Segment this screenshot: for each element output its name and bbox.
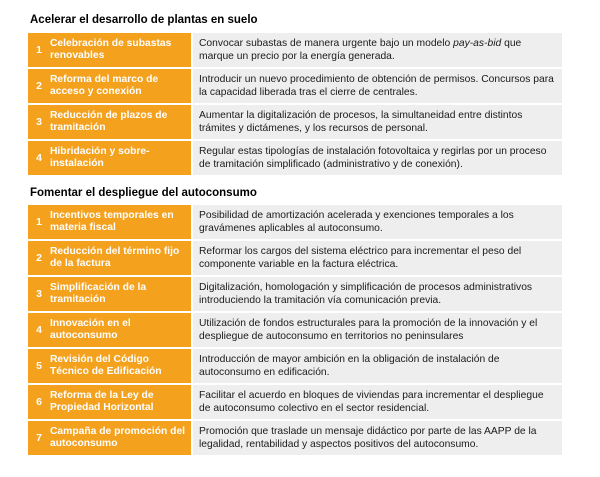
measure-description-cell xyxy=(193,205,562,239)
measure-number: 1 xyxy=(36,216,42,228)
measure-heading-cell xyxy=(28,313,191,347)
measure-description-text-end: que marque un precio por la energía generada. xyxy=(199,38,522,62)
measure-heading-cell xyxy=(28,105,191,139)
section-title-ground-plants: Acelerar el desarrollo de plantas en suelo xyxy=(30,14,258,26)
measure-description-text: Digitalización, homologación y simplificación de procesos administrativos introduciendo la tramitación vía comunicación previa. xyxy=(199,282,533,306)
measure-heading-cell xyxy=(28,349,191,383)
measure-number: 5 xyxy=(36,360,42,372)
measure-heading-cell xyxy=(28,421,191,455)
measure-description xyxy=(199,109,556,135)
measure-number: 2 xyxy=(36,80,42,92)
measure-title: Celebración de subastas renovables xyxy=(50,38,172,61)
measure-title: Hibridación y sobre-instalación xyxy=(50,146,150,169)
measure-heading-cell xyxy=(28,241,191,275)
measure-description-text: Facilitar el acuerdo en bloques de viviendas para incrementar el despliegue de autoconsumo colectivo en el sector residencial. xyxy=(199,390,544,414)
measure-number: 3 xyxy=(36,116,42,128)
measure-number: 7 xyxy=(36,432,42,444)
measure-description xyxy=(199,245,556,271)
measure-heading-cell xyxy=(28,277,191,311)
measure-row xyxy=(28,421,562,455)
measure-description-italic: pay-as-bid xyxy=(453,38,502,49)
measure-title: Reducción del término fijo de la factura xyxy=(50,246,180,269)
measure-description-text: Introducción de mayor ambición en la obligación de instalación de autoconsumo en edificación. xyxy=(199,354,500,378)
measure-heading-cell xyxy=(28,141,191,175)
measure-row xyxy=(28,105,562,139)
measure-description-text: Aumentar la digitalización de procesos, la simultaneidad entre distintos trámites y dictámenes, y los recursos de personal. xyxy=(199,110,523,134)
section-title-self-consumption: Fomentar el despliegue del autoconsumo xyxy=(30,187,257,199)
measure-number: 2 xyxy=(36,252,42,264)
measure-row xyxy=(28,385,562,419)
measure-row xyxy=(28,349,562,383)
measure-heading-cell xyxy=(28,205,191,239)
measure-description xyxy=(199,209,556,235)
measure-title: Innovación en el autoconsumo xyxy=(50,318,131,341)
section-ground-plants-list xyxy=(28,33,562,177)
measure-row xyxy=(28,33,562,67)
measure-number: 6 xyxy=(36,396,42,408)
measure-description-cell xyxy=(193,313,562,347)
measure-description-cell xyxy=(193,105,562,139)
measure-description-cell xyxy=(193,241,562,275)
measure-row xyxy=(28,241,562,275)
measure-row xyxy=(28,69,562,103)
measure-description xyxy=(199,281,556,307)
measure-row xyxy=(28,205,562,239)
measure-title: Reforma de la Ley de Propiedad Horizontal xyxy=(50,390,154,413)
measure-title: Reducción de plazos de tramitación xyxy=(50,110,168,133)
measure-description-cell xyxy=(193,421,562,455)
measure-description xyxy=(199,389,556,415)
measure-description-text: Convocar subastas de manera urgente bajo un modelo xyxy=(199,38,454,49)
measure-description-text: Posibilidad de amortización acelerada y exenciones temporales a los gravámenes aplicables al autoconsumo. xyxy=(199,210,514,234)
measure-description-text: Regular estas tipologías de instalación fotovoltaica y regirlas por un proceso de tramitación simplificado (administrativo y de conexión). xyxy=(199,146,547,170)
measure-description-text: Introducir un nuevo procedimiento de obtención de permisos. Concursos para la capacidad liberada tras el cierre de centrales. xyxy=(199,74,554,98)
measure-heading-cell xyxy=(28,33,191,67)
measure-number: 3 xyxy=(36,288,42,300)
measure-title: Reforma del marco de acceso y conexión xyxy=(50,74,159,97)
measure-title: Campaña de promoción del autoconsumo xyxy=(50,426,186,449)
measure-number: 1 xyxy=(36,44,42,56)
measure-description xyxy=(199,425,556,451)
measure-number: 4 xyxy=(36,152,42,164)
measure-description-cell xyxy=(193,141,562,175)
measure-heading-cell xyxy=(28,385,191,419)
measure-description xyxy=(199,317,556,343)
measure-description xyxy=(199,145,556,171)
measure-description-text: Promoción que traslade un mensaje didáctico por parte de las AAPP de la legalidad, rentabilidad y aspectos positivos del autoconsumo. xyxy=(199,426,537,450)
measure-row xyxy=(28,313,562,347)
measure-title: Simplificación de la tramitación xyxy=(50,282,147,305)
measure-row xyxy=(28,277,562,311)
measure-title: Revisión del Código Técnico de Edificación xyxy=(50,354,162,377)
measure-description-cell xyxy=(193,33,562,67)
measure-description-cell xyxy=(193,69,562,103)
measure-description xyxy=(199,37,556,63)
measure-title: Incentivos temporales en materia fiscal xyxy=(50,210,174,233)
measure-description-cell xyxy=(193,349,562,383)
measure-description xyxy=(199,353,556,379)
measure-description-text: Utilización de fondos estructurales para la promoción de la innovación y el despliegue de autoconsumo en territorios no peninsulares xyxy=(199,318,538,342)
measure-description-cell xyxy=(193,277,562,311)
measure-row xyxy=(28,141,562,175)
measure-description-text: Reformar los cargos del sistema eléctrico para incrementar el peso del componente variable en la factura eléctrica. xyxy=(199,246,522,270)
section-self-consumption-list xyxy=(28,205,562,457)
measure-heading-cell xyxy=(28,69,191,103)
measure-description-cell xyxy=(193,385,562,419)
measure-number: 4 xyxy=(36,324,42,336)
measure-description xyxy=(199,73,556,99)
